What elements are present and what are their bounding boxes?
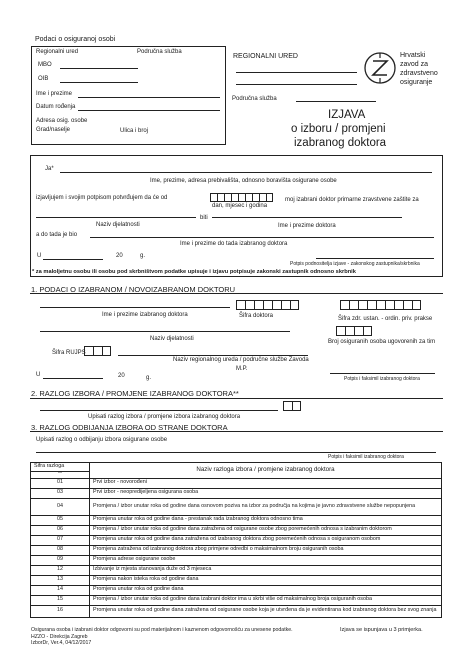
previous-doctor-caption: Ime i prezime do tada izabranog doktora — [180, 241, 288, 247]
reasons-col-code-sub: ** — [31, 472, 90, 479]
unit-code-cells[interactable] — [340, 300, 421, 310]
table-row: 15 Promjena / izbor unutar roka od godine dana izabrani doktor ima u skrbi više od maksimalnog broja osiguranih osoba — [31, 595, 442, 605]
section3-caption: Upisati razlog o odbijanju izbora osigurane osobe — [36, 437, 168, 443]
dob-field[interactable] — [78, 110, 220, 111]
mp-label: M.P. — [236, 366, 248, 372]
form-title: IZJAVA — [328, 109, 366, 121]
office-caption: Naziv regionalnog ureda / područne službe Zavoda — [173, 357, 309, 363]
section1-signature-caption: Potpis i faksimil izabranog doktora — [344, 376, 420, 382]
section1-doctor-name-field[interactable] — [40, 307, 230, 308]
previous-doctor-field[interactable] — [90, 237, 434, 238]
logo-text-line2: zavod za — [400, 61, 429, 68]
table-row: 08 Promjena zatražena od izabranog doktora zbog primjene odredbi o maksimalnom broju osiguranih osoba — [31, 545, 442, 555]
insured-person-section-title: Podaci o osiguranoj osobi — [35, 36, 116, 43]
regional-office-heading: REGIONALNI URED — [233, 53, 298, 60]
regional-office-field-2[interactable] — [236, 84, 357, 85]
table-row: 16 Promjena unutar roka od godine dana zatražena od osigurane osobe koja je utvrđena da je evidentirana kod izabranog doktora bez svog znanja — [31, 605, 442, 617]
section1-signature-field[interactable] — [330, 373, 435, 374]
reasons-col-code: Šifra razloga — [31, 463, 90, 472]
table-row: 01 Prvi izbor - novorođeni — [31, 478, 442, 488]
mbo-field[interactable] — [60, 68, 138, 69]
oib-field[interactable] — [60, 82, 138, 83]
hzzo-logo-icon — [362, 50, 398, 86]
year-suffix: g. — [140, 253, 146, 259]
regional-office-label: Regionalni ured — [36, 49, 79, 55]
table-row: 13 Promjena nakon isteka roka od godine dana — [31, 575, 442, 585]
start-date-cells[interactable] — [210, 193, 273, 202]
ja-label: Ja* — [45, 166, 54, 172]
rujps-cells[interactable] — [84, 346, 111, 356]
table-row: 07 Promjena unutar roka od godine dana zatražena od izabranog doktora zbog poremećenih odnosa s osiguranom osobom — [31, 535, 442, 545]
table-row: 05 Promjena unutar roka od godine dana - prestanak rada izabranog doktora odnosno tima — [31, 515, 442, 525]
signature-caption: Potpis podnositelja izjave - zakonskog zastupnika/skrbnika — [290, 261, 420, 267]
logo-text-line3: zdravstveno — [400, 70, 438, 77]
reason-text-field[interactable] — [40, 410, 278, 411]
section1-title: 1. PODACI O IZABRANOM / NOVOIZABRANOM DOKTORU — [31, 285, 236, 294]
section1-place-field[interactable] — [43, 378, 103, 379]
table-row: 12 Izbivanje iz mjesta stanovanja duže od 3 mjeseca — [31, 565, 442, 575]
section1-activity-caption: Naziv djelatnosti — [150, 336, 194, 342]
year-prefix: 20 — [116, 253, 123, 259]
section1-doctor-name-caption: Ime i prezime izabranog doktora — [102, 312, 188, 318]
unit-code-caption: Šifra zdr. ustan. - ordin. priv. prakse — [338, 316, 433, 322]
place-prefix: U — [37, 253, 42, 259]
section1-activity-field[interactable] — [40, 331, 290, 332]
section1-rule — [30, 293, 443, 294]
oib-label: OIB — [38, 76, 49, 82]
rejection-reason-field[interactable] — [36, 452, 436, 453]
section3-rule — [30, 431, 443, 432]
footer-line1: Osigurana osoba i izabrani doktor odgovorni su pod materijalnom i kaznenom odgovornošću za unesene podatke. — [31, 627, 293, 633]
name-label: Ime i prezime — [36, 91, 73, 97]
section2-rule — [30, 398, 443, 399]
rujps-label: Šifra RUJPS — [52, 350, 86, 356]
branch-label: Područna služba — [137, 49, 182, 55]
activity-caption: Naziv djelatnosti — [96, 222, 140, 228]
table-row: 04 Promjena / izbor unutar roka od godine dana osnovom poziva na izbor za područja na kojima je javno zdravstvene službe nepopunjena — [31, 498, 442, 515]
date-caption: dan, mjesec i godina — [212, 203, 268, 209]
insured-count-caption: Broj osiguranih osoba ugovorenih za tim — [328, 339, 436, 345]
footer-line2: HZZO - Direkcija Zagreb — [31, 634, 88, 640]
section1-year-suffix: g. — [146, 375, 152, 381]
place-field[interactable] — [43, 259, 103, 260]
activity-field[interactable] — [36, 217, 196, 218]
insured-count-cells[interactable] — [336, 326, 372, 336]
branch-field[interactable] — [296, 101, 376, 102]
city-label: Grad/naselje — [36, 127, 71, 133]
biti-label: biti — [200, 215, 208, 221]
footer-line3: IzborDr, Ver.4, 04/12/2017 — [31, 640, 92, 646]
mbo-label: MBO — [38, 62, 52, 68]
regional-office-field[interactable] — [236, 72, 357, 73]
doctor-code-caption: Šifra doktora — [239, 313, 274, 319]
form-subtitle-2: izabranog doktora — [294, 137, 387, 149]
table-row: 09 Promjena adrese osigurane osobe — [31, 555, 442, 565]
logo-text-line4: osiguranje — [400, 79, 433, 86]
dob-label: Datum rođenja — [36, 104, 76, 110]
section2-title: 2. RAZLOG IZBORA / PROMJENE IZABRANOG DOKTORA** — [31, 389, 239, 398]
statement-text: izjavljujem i svojim potpisom potvrđujem da će od — [36, 195, 168, 201]
footer-line1-right: Izjava se ispunjava u 3 primjerka. — [340, 627, 423, 633]
reasons-col-name: Naziv razloga izbora / promjene izabranog doktora — [90, 463, 442, 479]
doctor-name-caption: Ime i prezime doktora — [278, 223, 336, 229]
section1-place-prefix: U — [36, 372, 41, 378]
insured-name-address-field[interactable] — [60, 172, 432, 173]
section3-title: 3. RAZLOG ODBIJANJA IZBORA OD STRANE DOKTORA — [31, 423, 228, 432]
doctor-code-cells[interactable] — [236, 300, 299, 310]
name-field[interactable] — [78, 97, 220, 98]
section1-year-prefix: 20 — [118, 373, 125, 379]
reason-code-cells[interactable] — [283, 401, 301, 411]
footnote: * za maloljetnu osobu ili osobu pod skrbništvom podatke upisuje i izjavu potpisuje zakonski zastupnik odnosno skrbnik — [32, 269, 356, 275]
office-field[interactable] — [118, 355, 308, 356]
doctor-statement-text: moj izabrani doktor primarne zravstvene zaštite za — [285, 197, 419, 203]
insured-name-caption: Ime, prezime, adresa prebivališta, odnosno boravišta osigurane osobe — [150, 178, 337, 184]
section2-caption: Upisati razlog izbora / promjene izbora izabranog doktora — [88, 414, 241, 420]
table-row: 14 Promjena unutar roka od godine dana — [31, 585, 442, 595]
logo-text-line1: Hrvatski — [400, 52, 426, 59]
form-subtitle-1: o izboru / promjeni — [291, 123, 386, 135]
branch-heading: Područna služba — [232, 96, 277, 102]
table-row: 06 Promjena / izbor unutar roka od godine dana zatražena od osigurane osobe zbog poremećenih odnosa s izabranim doktorom — [31, 525, 442, 535]
street-label: Ulica i broj — [120, 128, 149, 134]
doctor-name-field[interactable] — [212, 217, 402, 218]
table-row: 03 Prvi izbor - neopredijeljena osigurana osoba — [31, 488, 442, 498]
address-label: Adresa osig. osobe — [36, 118, 88, 124]
section3-signature-caption: Potpis i faksimil izabranog doktora — [328, 454, 404, 460]
until-text: a do tada je bio — [36, 232, 78, 238]
reasons-table — [30, 462, 442, 618]
signature-field[interactable] — [316, 258, 434, 259]
